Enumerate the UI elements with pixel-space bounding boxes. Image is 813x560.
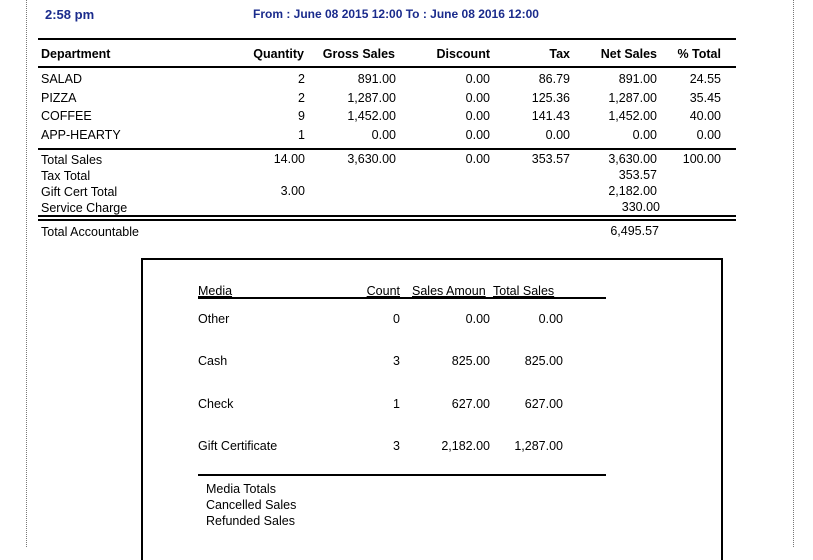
cell-net: 891.00 xyxy=(618,72,657,86)
media-total-sales: 627.00 xyxy=(524,397,563,411)
media-total-sales: 0.00 xyxy=(538,312,563,326)
cell-tax: 125.36 xyxy=(531,91,570,105)
media-count: 3 xyxy=(393,354,400,368)
col-pct-total: % Total xyxy=(677,47,721,61)
cell-net: 0.00 xyxy=(632,128,657,142)
cell-discount: 0.00 xyxy=(465,128,490,142)
col-sales-amount: Sales Amoun xyxy=(412,284,486,298)
total-net: 3,630.00 xyxy=(608,152,657,166)
cell-net: 1,452.00 xyxy=(608,109,657,123)
media-name: Check xyxy=(198,397,234,411)
media-count: 0 xyxy=(393,312,400,326)
media-header-rule xyxy=(198,297,606,299)
gift-cert-total-value: 2,182.00 xyxy=(608,184,657,198)
total-pct: 100.00 xyxy=(682,152,721,166)
col-tax: Tax xyxy=(549,47,570,61)
report-time: 2:58 pm xyxy=(45,7,95,22)
report-date-range: From : June 08 2015 12:00 To : June 08 2016 12:00 xyxy=(253,7,539,21)
service-charge-label: Service Charge xyxy=(41,201,128,215)
gift-cert-total-qty: 3.00 xyxy=(280,184,305,198)
media-sales-amount: 627.00 xyxy=(451,397,490,411)
cell-tax: 86.79 xyxy=(538,72,570,86)
cell-gross: 891.00 xyxy=(357,72,396,86)
tax-total-label: Tax Total xyxy=(41,169,91,183)
media-total-sales: 825.00 xyxy=(524,354,563,368)
accountable-rule-1 xyxy=(38,215,736,217)
cell-quantity: 2 xyxy=(298,91,305,105)
media-name: Other xyxy=(198,312,230,326)
cell-tax: 141.43 xyxy=(531,109,570,123)
total-sales-label: Total Sales xyxy=(41,153,103,167)
cell-discount: 0.00 xyxy=(465,91,490,105)
cell-pct: 24.55 xyxy=(689,72,721,86)
media-count: 1 xyxy=(393,397,400,411)
gift-cert-total-label: Gift Cert Total xyxy=(41,185,118,199)
dept-header-rule xyxy=(38,66,736,68)
cell-quantity: 9 xyxy=(298,109,305,123)
cell-gross: 1,287.00 xyxy=(347,91,396,105)
col-media-total-sales: Total Sales xyxy=(493,284,555,298)
tax-total-value: 353.57 xyxy=(618,168,657,182)
dept-name: SALAD xyxy=(41,72,82,86)
media-totals-rule xyxy=(198,474,606,476)
media-totals-label: Media Totals xyxy=(206,482,276,496)
col-department: Department xyxy=(41,47,111,61)
total-accountable-label: Total Accountable xyxy=(41,225,139,239)
cell-quantity: 1 xyxy=(298,128,305,142)
total-accountable-value: 6,495.57 xyxy=(610,224,659,238)
media-name: Gift Certificate xyxy=(198,439,278,453)
media-count: 3 xyxy=(393,439,400,453)
cell-tax: 0.00 xyxy=(545,128,570,142)
dept-totals-rule xyxy=(38,148,736,150)
page-edge-left xyxy=(26,0,27,547)
media-sales-amount: 0.00 xyxy=(465,312,490,326)
cell-pct: 35.45 xyxy=(689,91,721,105)
dept-name: COFFEE xyxy=(41,109,92,123)
cell-quantity: 2 xyxy=(298,72,305,86)
page-edge-right xyxy=(793,0,794,547)
media-sales-amount: 825.00 xyxy=(451,354,490,368)
total-gross: 3,630.00 xyxy=(347,152,396,166)
media-total-sales: 1,287.00 xyxy=(514,439,563,453)
cell-gross: 1,452.00 xyxy=(347,109,396,123)
refunded-sales-label: Refunded Sales xyxy=(206,514,295,528)
col-gross-sales: Gross Sales xyxy=(322,47,395,61)
media-name: Cash xyxy=(198,354,228,368)
cell-discount: 0.00 xyxy=(465,72,490,86)
col-count: Count xyxy=(366,284,400,298)
dept-table-top-rule xyxy=(38,38,736,40)
accountable-rule-2 xyxy=(38,219,736,221)
total-quantity: 14.00 xyxy=(273,152,305,166)
col-net-sales: Net Sales xyxy=(600,47,657,61)
cell-discount: 0.00 xyxy=(465,109,490,123)
col-media: Media xyxy=(198,284,233,298)
cancelled-sales-label: Cancelled Sales xyxy=(206,498,297,512)
total-discount: 0.00 xyxy=(465,152,490,166)
dept-name: PIZZA xyxy=(41,91,77,105)
service-charge-value: 330.00 xyxy=(621,200,660,214)
cell-pct: 40.00 xyxy=(689,109,721,123)
cell-gross: 0.00 xyxy=(371,128,396,142)
dept-name: APP-HEARTY xyxy=(41,128,121,142)
media-sales-amount: 2,182.00 xyxy=(441,439,490,453)
cell-pct: 0.00 xyxy=(696,128,721,142)
col-discount: Discount xyxy=(436,47,490,61)
cell-net: 1,287.00 xyxy=(608,91,657,105)
total-tax: 353.57 xyxy=(531,152,570,166)
col-quantity: Quantity xyxy=(253,47,304,61)
